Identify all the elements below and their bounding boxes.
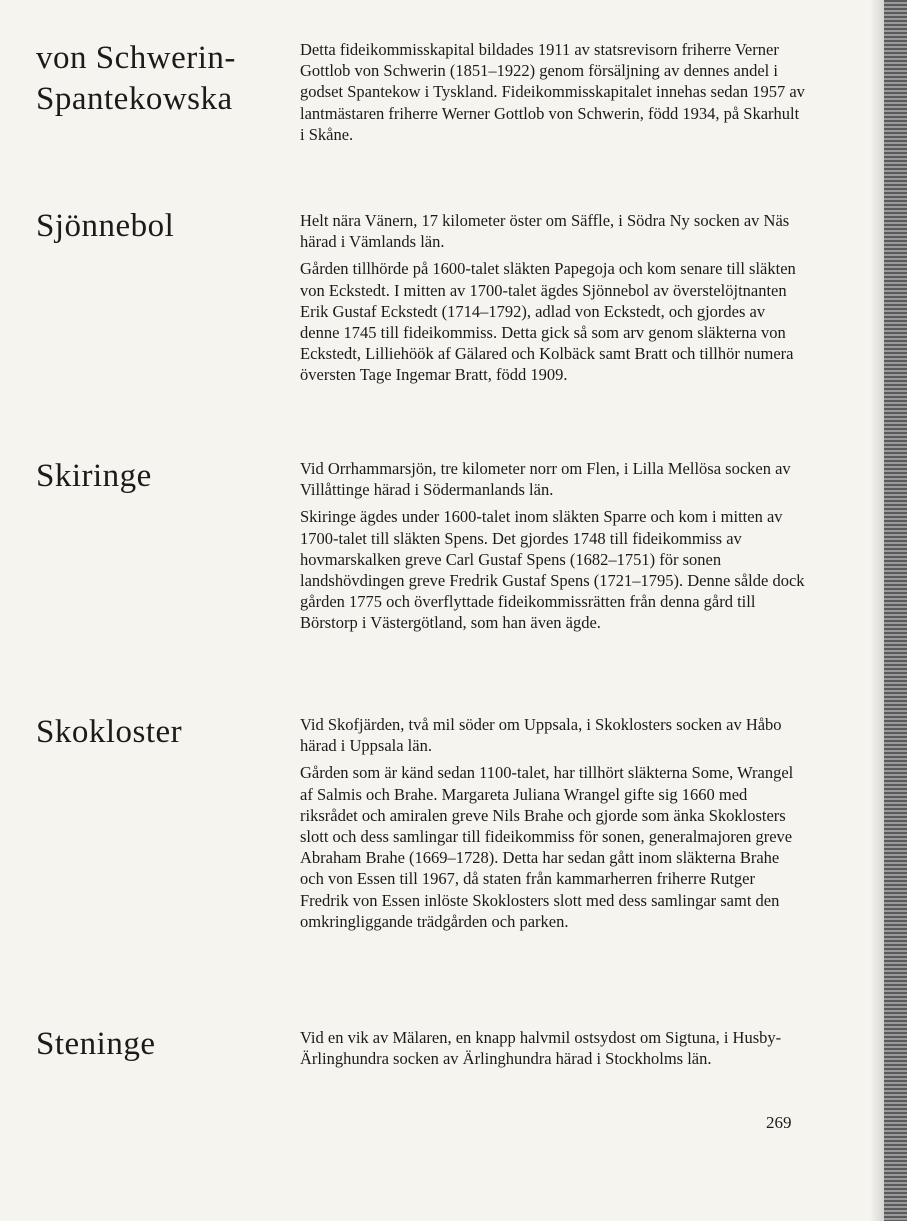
entry-paragraph: Detta fideikommisskapital bildades 1911 av statsrevisorn friherre Verner Gottlob von Schwerin (1851–1922) genom försäljning av dennes andel i godset Spantekow i Tyskland. Fideikommisskapitalet innehas sedan 1957 av lantmästaren friherre Werner Gottlob von Schwerin, född 1934, på Skarhult i Skåne. — [300, 40, 805, 144]
entry-paragraph: Vid en vik av Mälaren, en knapp halvmil ostsydost om Sigtuna, i Husby-Ärlinghundra socken av Ärlinghundra härad i Stockholms län. — [300, 1028, 782, 1069]
entry-paragraph: Vid Orrhammarsjön, tre kilometer norr om Flen, i Lilla Mellösa socken av Villåttinge härad i Södermanlands län. — [300, 459, 791, 500]
entry-paragraph: Gården tillhörde på 1600-talet släkten Papegoja och kom senare till släkten von Eckstedt. I mitten av 1700-talet ägdes Sjönnebol av överstelöjtnanten Erik Gustaf Eckstedt (1714–1792), adlad von Eckstedt, och gjordes av denne 1745 till fideikommiss. Detta gick så som arv genom släkterna von Eckstedt, Lilliehöök af Gälared och Kolbäck samt Bratt och tillhör numera översten Tage Ingemar Bratt, född 1909. — [300, 259, 796, 385]
entry-body — [300, 1027, 805, 1075]
entry-heading: Skiringe — [36, 458, 152, 494]
entry-paragraph: Gården som är känd sedan 1100-talet, har tillhört släkterna Some, Wrangel af Salmis och Brahe. Margareta Juliana Wrangel gifte sig 1660 med riksrådet och amiralen greve Nils Brahe och gjorde som änka Skoklosters slott och dess samlingar till fideikommiss för sonen, generalmajoren greve Abraham Brahe (1669–1728). Detta har sedan gått inom släkterna Brahe och von Essen till 1967, då staten från kammarherren friherre Rutger Fredrik von Essen inlöste Skoklosters slott med dess samlingar samt den omkringliggande trädgården och parken. — [300, 763, 794, 931]
entry-paragraph: Vid Skofjärden, två mil söder om Uppsala, i Skoklosters socken av Håbo härad i Uppsala län. — [300, 715, 782, 756]
entry-body — [300, 458, 805, 640]
entry-paragraph: Skiringe ägdes under 1600-talet inom släkten Sparre och kom i mitten av 1700-talet till släkten Spens. Det gjordes 1748 till fideikommiss av hovmarskalken greve Carl Gustaf Spens (1682–1751) för sonen landshövdingen greve Fredrik Gustaf Spens (1721–1795). Denne sålde dock gården 1775 och överflyttade fideikommissrätten från denna gård till Börstorp i Västergötland, som han även ägde. — [300, 507, 805, 633]
entry-paragraph: Helt nära Vänern, 17 kilometer öster om Säffle, i Södra Ny socken av Näs härad i Vämlands län. — [300, 211, 790, 252]
entry-body — [300, 210, 805, 392]
entry-body — [300, 39, 805, 151]
book-binding — [884, 0, 907, 1221]
entry-heading: Sjönnebol — [36, 208, 175, 244]
entry-heading: Steninge — [36, 1026, 156, 1062]
page-shadow — [870, 0, 884, 1221]
entry-heading: Skokloster — [36, 714, 183, 750]
entry-body — [300, 714, 805, 938]
page-number: 269 — [766, 1113, 792, 1132]
entry-heading: von Schwerin-Spantekowska — [36, 40, 236, 117]
